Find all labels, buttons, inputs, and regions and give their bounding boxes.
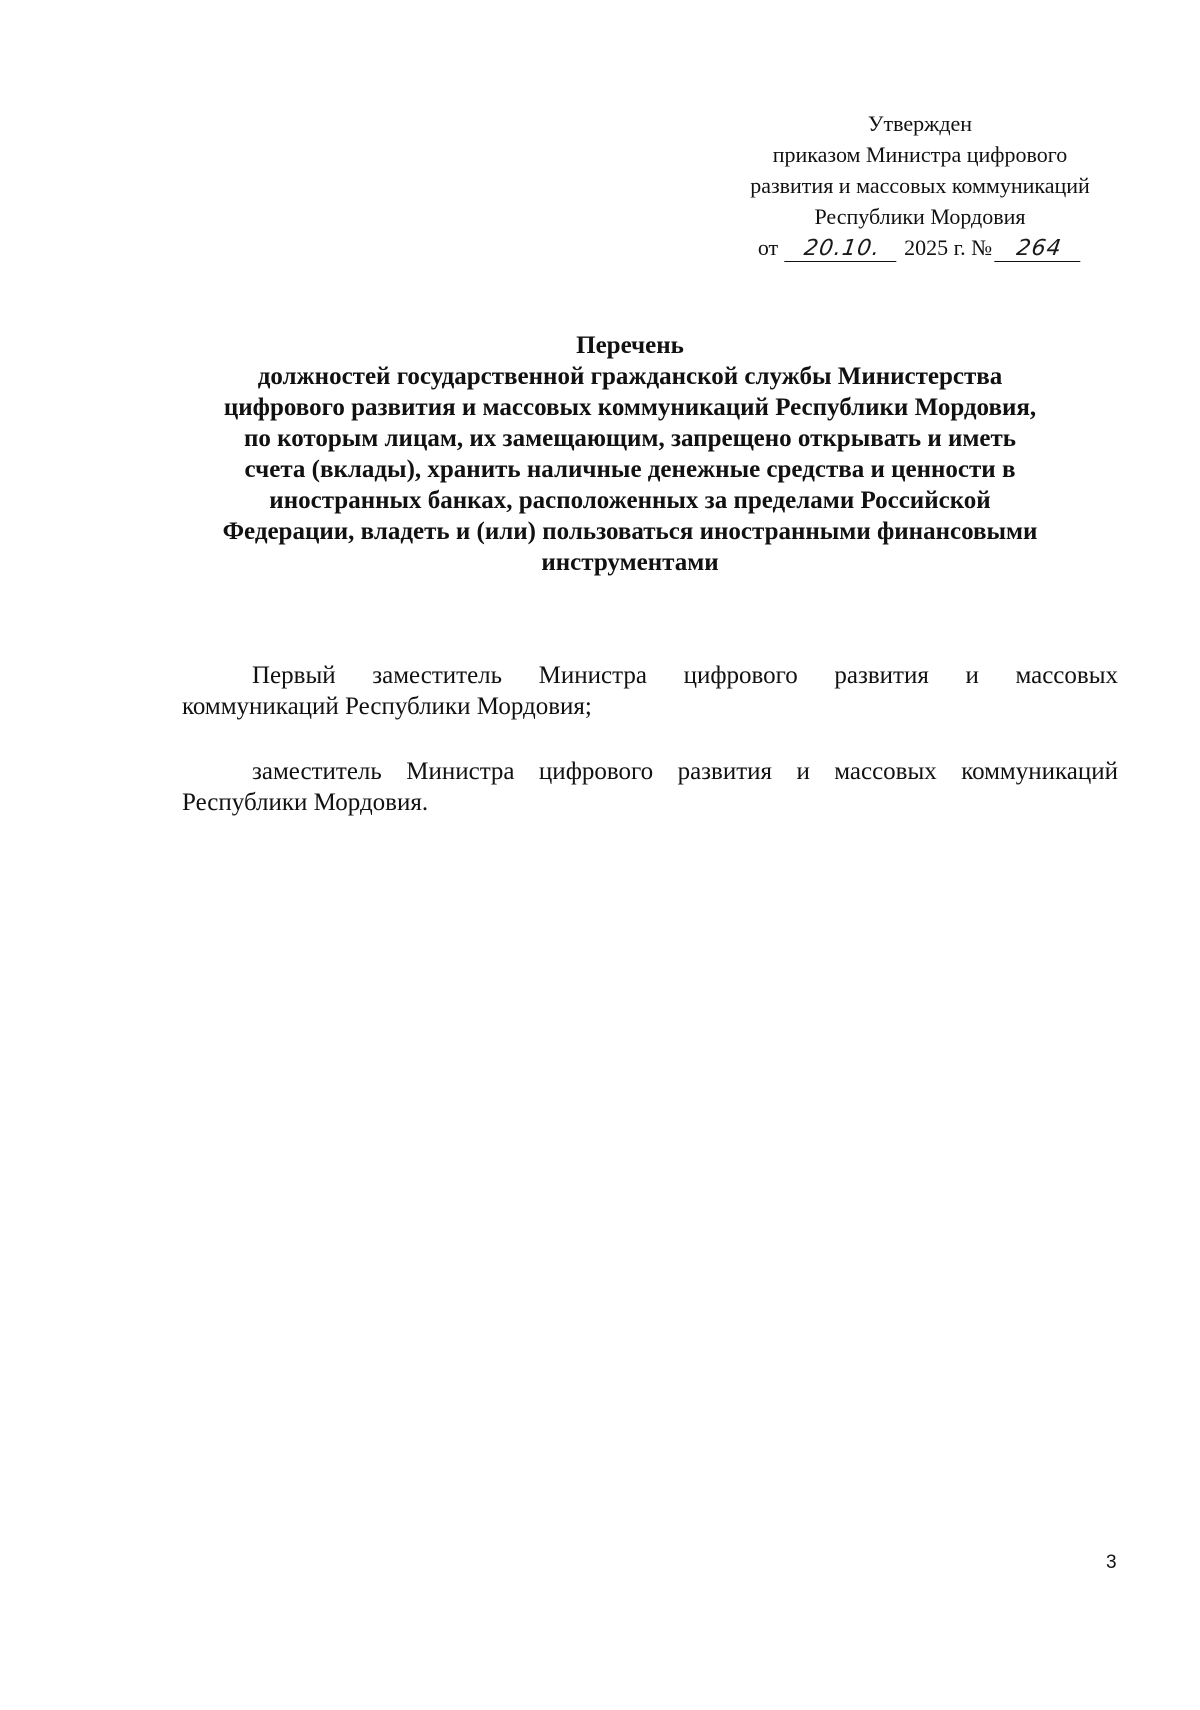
position-text-line: Республики Мордовия.	[182, 789, 429, 816]
approval-line-republic: Республики Мордовия	[814, 204, 1026, 229]
title-line: инструментами	[541, 549, 719, 576]
position-text-line: коммуникаций Республики Мордовия;	[182, 693, 592, 720]
position-text-line: Первый заместитель Министра цифрового развития и массовых	[252, 662, 1118, 689]
title-line: иностранных банках, расположенных за пределами Российской	[269, 487, 991, 514]
title-line: Федерации, владеть и (или) пользоваться иностранными финансовыми	[222, 518, 1038, 545]
position-item-deputy	[182, 756, 1118, 818]
approval-stamp	[700, 108, 1140, 263]
year-and-number-label: 2025 г. №	[904, 235, 993, 260]
title-heading: Перечень	[576, 332, 684, 359]
handwritten-order-number: 264	[994, 237, 1084, 262]
title-line: по которым лицам, их замещающим, запрещено открывать и иметь	[243, 425, 1017, 452]
title-subtitle	[150, 361, 1110, 578]
approval-line-ministry: развития и массовых коммуникаций	[750, 173, 1090, 198]
title-line: счета (вклады), хранить наличные денежные средства и ценности в	[244, 456, 1016, 483]
handwritten-date: 20.10.	[784, 237, 900, 262]
approval-date-line	[758, 232, 1082, 263]
position-item-first-deputy	[182, 660, 1118, 722]
date-prefix: от	[757, 235, 779, 260]
approval-line-approved: Утвержден	[867, 111, 973, 136]
title-line: цифрового развития и массовых коммуникаций Республики Мордовия,	[223, 394, 1037, 421]
page-number: 3	[1106, 1552, 1117, 1573]
approval-line-order: приказом Министра цифрового	[772, 142, 1068, 167]
position-text-line: заместитель Министра цифрового развития и массовых коммуникаций	[252, 758, 1118, 785]
document-title	[150, 330, 1110, 578]
title-line: должностей государственной гражданской службы Министерства	[257, 363, 1003, 390]
